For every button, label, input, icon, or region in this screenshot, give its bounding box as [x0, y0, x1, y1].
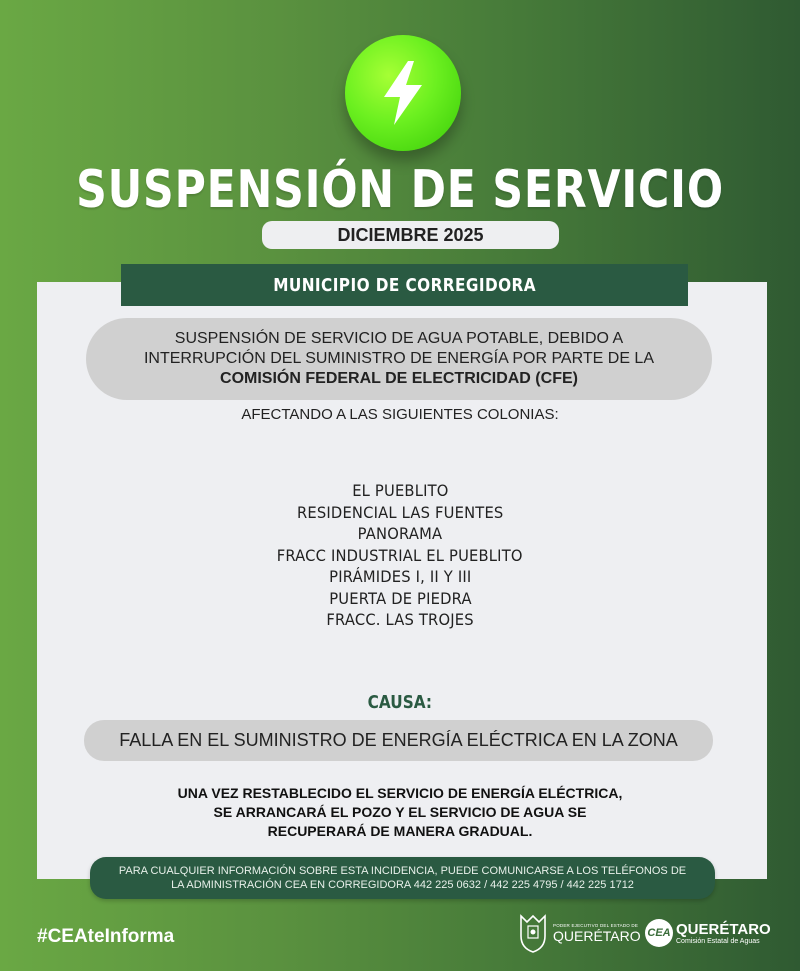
contact-banner: [90, 857, 715, 899]
list-item: RESIDENCIAL LAS FUENTES: [296, 502, 504, 522]
lightning-bolt-icon: [378, 61, 428, 125]
restore-line-3: RECUPERARÁ DE MANERA GRADUAL.: [267, 823, 533, 839]
affected-label: AFECTANDO A LAS SIGUIENTES COLONIAS:: [241, 406, 559, 423]
list-item: FRACC. LAS TROJES: [326, 610, 474, 629]
coat-of-arms-icon: [517, 912, 549, 954]
municipio-label: MUNICIPIO DE CORREGIDORA: [273, 274, 536, 296]
list-item: PUERTA DE PIEDRA: [328, 588, 472, 608]
cea-logo-small: Comisión Estatal de Aguas: [676, 938, 760, 945]
page-title: SUSPENSIÓN DE SERVICIO: [76, 160, 724, 220]
municipio-banner: [121, 264, 688, 306]
cea-mark-icon: CEA: [645, 919, 673, 947]
cea-logo-big: QUERÉTARO: [676, 921, 771, 938]
notice-line-3: COMISIÓN FEDERAL DE ELECTRICIDAD (CFE): [220, 370, 578, 387]
restore-notice: [0, 784, 800, 841]
contact-line-2: LA ADMINISTRACIÓN CEA EN CORREGIDORA 442 225 0632 / 442 225 4795 / 442 225 1712: [171, 879, 634, 891]
list-item: FRACC INDUSTRIAL EL PUEBLITO: [277, 545, 523, 565]
list-item: EL PUEBLITO: [351, 481, 449, 500]
list-item: PANORAMA: [357, 524, 443, 543]
cause-heading: CAUSA:: [367, 692, 433, 713]
colonias-list: [0, 480, 800, 631]
restore-line-1: UNA VEZ RESTABLECIDO EL SERVICIO DE ENERGÍA ELÉCTRICA,: [177, 785, 623, 801]
notice-box: [86, 318, 712, 400]
queretaro-government-logo: [517, 912, 641, 954]
gov-logo-small: PODER EJECUTIVO DEL ESTADO DE: [553, 922, 639, 928]
lightning-ball: [345, 35, 461, 151]
gov-logo-big: QUERÉTARO: [553, 927, 641, 944]
date-badge: DICIEMBRE 2025: [262, 221, 559, 249]
hashtag: #CEAteInforma: [37, 926, 175, 947]
notice-line-2: INTERRUPCIÓN DEL SUMINISTRO DE ENERGÍA POR PARTE DE LA: [143, 350, 654, 367]
cea-logo: [645, 915, 771, 951]
cause-box: FALLA EN EL SUMINISTRO DE ENERGÍA ELÉCTRICA EN LA ZONA: [84, 720, 713, 761]
contact-line-1: PARA CUALQUIER INFORMACIÓN SOBRE ESTA INCIDENCIA, PUEDE COMUNICARSE A LOS TELÉFONOS DE: [118, 865, 687, 877]
restore-line-2: SE ARRANCARÁ EL POZO Y EL SERVICIO DE AGUA SE: [213, 804, 587, 820]
notice-line-1: SUSPENSIÓN DE SERVICIO DE AGUA POTABLE, DEBIDO A: [174, 330, 624, 347]
list-item: PIRÁMIDES I, II Y III: [328, 567, 472, 586]
